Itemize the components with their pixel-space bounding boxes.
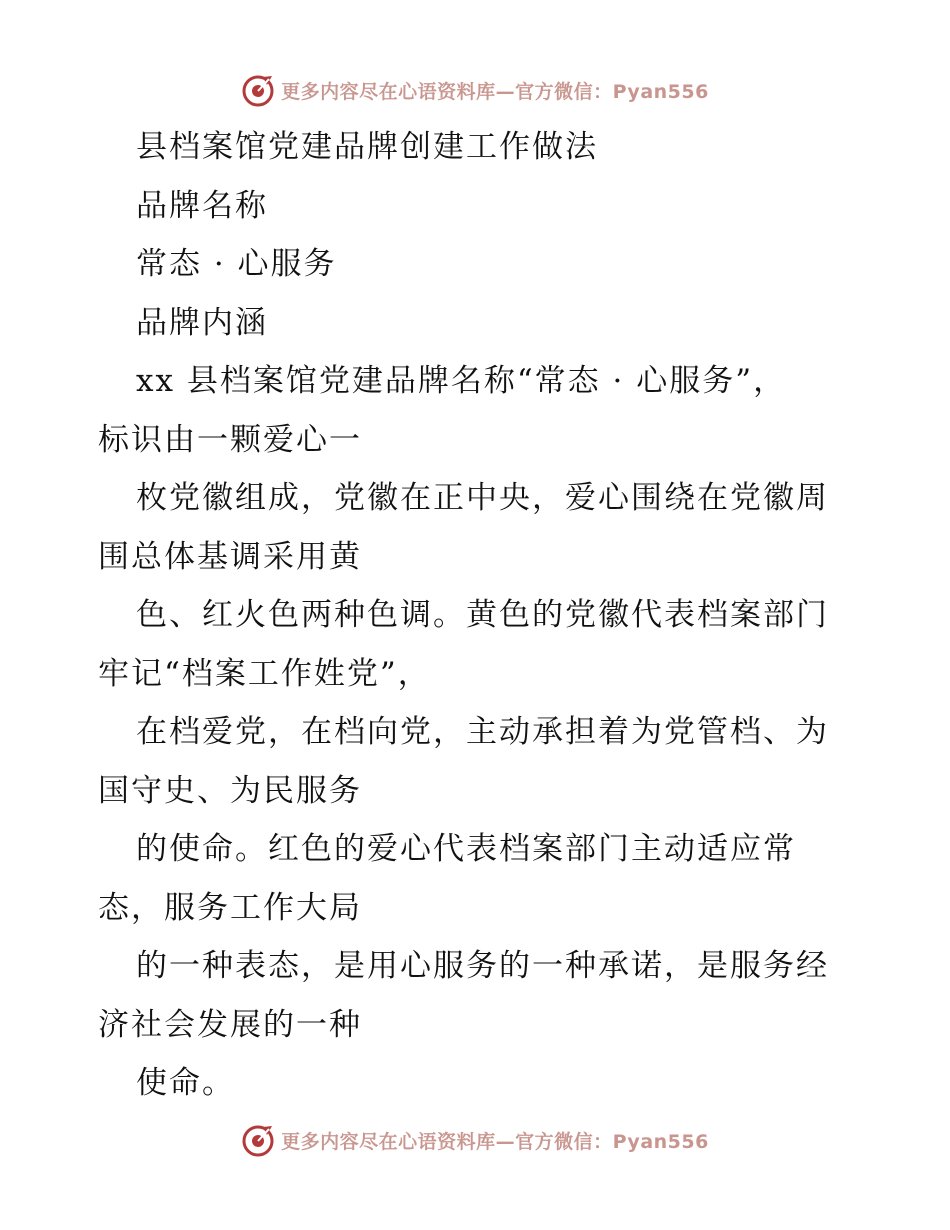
text-line: 牢记“档案工作姓党”， [98, 655, 431, 692]
text-line: 色、红火色两种色调。黄色的党徽代表档案部门 [136, 597, 829, 633]
text-line: 品牌内涵 [136, 304, 268, 341]
quill-logo-icon [241, 1123, 275, 1157]
banner-text: 更多内容尽在心语资料库—官方微信：Pyan556 [281, 80, 709, 103]
banner-text: 更多内容尽在心语资料库—官方微信：Pyan556 [281, 1130, 709, 1153]
text-line: 品牌名称 [136, 187, 268, 224]
quill-logo-icon [241, 73, 275, 107]
text-line: 标识由一颗爱心一 [98, 421, 362, 458]
text-line: 围总体基调采用黄 [98, 538, 362, 575]
footer-banner [0, 1120, 950, 1160]
text-line: 使命。 [136, 1065, 235, 1101]
text-line: 县档案馆党建品牌创建工作做法 [136, 129, 598, 165]
header-banner [0, 70, 950, 110]
text-line: 国守史、为民服务 [98, 772, 362, 809]
text-line: 在档爱党，在档向党，主动承担着为党管档、为 [136, 714, 829, 750]
document-body [98, 118, 858, 1113]
text-line: xx 县档案馆党建品牌名称“常态 · 心服务”， [136, 363, 787, 399]
text-line: 济社会发展的一种 [98, 1006, 362, 1043]
text-line: 枚党徽组成，党徽在正中央，爱心围绕在党徽周 [136, 480, 829, 516]
text-line: 的一种表态，是用心服务的一种承诺，是服务经 [136, 948, 829, 984]
text-line: 态，服务工作大局 [98, 889, 362, 926]
text-line: 的使命。红色的爱心代表档案部门主动适应常 [136, 831, 796, 867]
text-line: 常态 · 心服务 [136, 246, 337, 282]
